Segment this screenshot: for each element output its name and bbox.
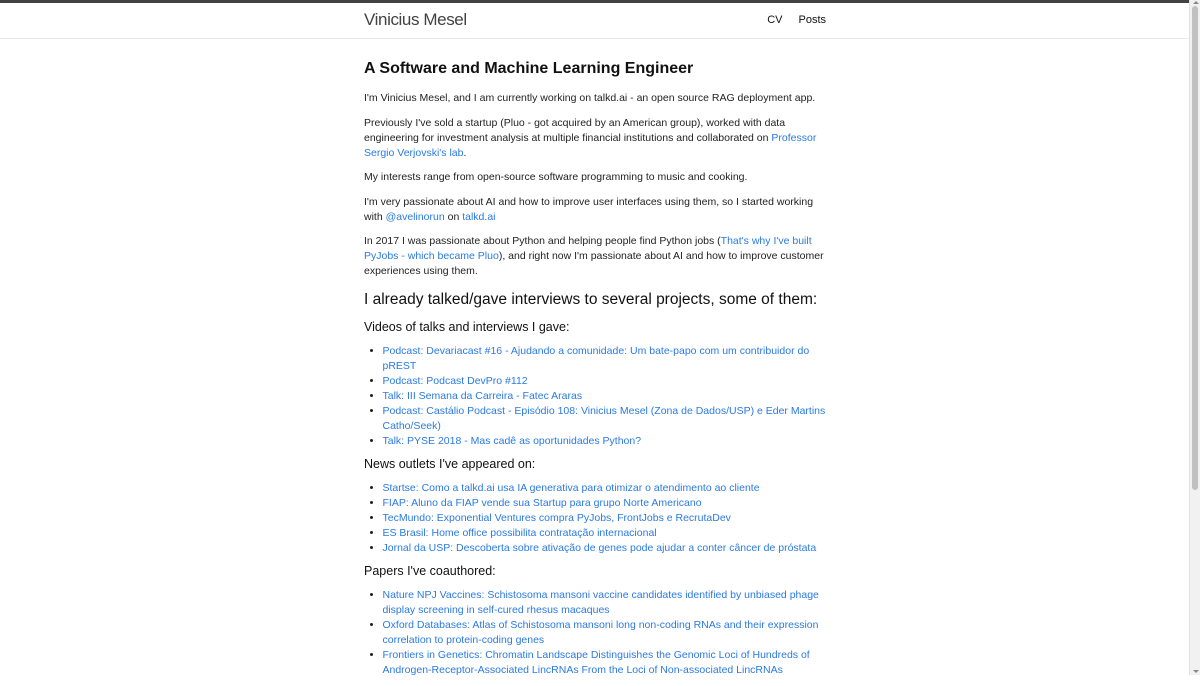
list-item	[383, 648, 829, 678]
interviews-heading: I already talked/gave interviews to several projects, some of them:	[364, 291, 818, 308]
nav-posts-link[interactable]: Posts	[798, 14, 826, 26]
page-content	[364, 56, 828, 686]
intro-paragraph-2	[364, 116, 828, 161]
paper-link-oxford[interactable]: Oxford Databases: Atlas of Schistosoma mansoni long non-coding RNAs and their expression correlation to protein-coding genes	[382, 619, 819, 646]
scrollbar-thumb[interactable]	[1192, 6, 1198, 490]
video-link-fatec[interactable]: Talk: III Semana da Carreira - Fatec Araras	[382, 390, 583, 402]
list-item	[383, 344, 829, 374]
intro-paragraph-4	[364, 195, 828, 225]
news-link-jornal-usp[interactable]: Jornal da USP: Descoberta sobre ativação de genes pode ajudar a conter câncer de próstata	[382, 542, 817, 554]
paper-link-nature[interactable]: Nature NPJ Vaccines: Schistosoma mansoni vaccine candidates identified by unbiased phage display screening in self-cured rhesus macaques	[382, 589, 819, 616]
intro-paragraph-5-text: In 2017 I was passionate about Python and helping people find Python jobs (	[364, 235, 721, 247]
professor-lab-link[interactable]: Professor Sergio Verjovski's lab	[364, 131, 817, 159]
intro-paragraph-1: I'm Vinicius Mesel, and I am currently working on talkd.ai - an open source RAG deployment app.	[364, 92, 816, 104]
video-link-devariacast[interactable]: Podcast: Devariacast #16 - Ajudando a comunidade: Um bate-papo com um contribuidor do pREST	[382, 345, 810, 372]
avelinorun-link[interactable]: @avelinorun	[385, 210, 445, 223]
vertical-scrollbar[interactable]	[1189, 0, 1200, 675]
news-link-tecmundo[interactable]: TecMundo: Exponential Ventures compra PyJobs, FrontJobs e RecrutaDev	[382, 512, 731, 524]
papers-list	[364, 588, 828, 678]
news-link-startse[interactable]: Startse: Como a talkd.ai usa IA generativa para otimizar o atendimento ao cliente	[382, 482, 760, 494]
video-link-devpro[interactable]: Podcast: Podcast DevPro #112	[382, 375, 528, 387]
list-item	[383, 496, 829, 511]
list-item	[383, 374, 829, 389]
pyjobs-link[interactable]: That's why I've built PyJobs - which became Pluo	[364, 235, 812, 262]
news-list	[364, 481, 828, 556]
site-header	[0, 3, 1189, 39]
talkd-ai-link[interactable]: talkd.ai	[462, 210, 496, 223]
list-item	[383, 404, 829, 434]
intro-paragraph-4-text: I'm very passionate about AI and how to improve user interfaces using them, so I started working with	[364, 195, 814, 223]
list-item	[383, 618, 829, 648]
intro-paragraph-2-text: Previously I've sold a startup (Pluo - got acquired by an American group), worked with data engineering for investment analysis at multiple financial institutions and collaborated on	[364, 116, 786, 144]
scroll-down-arrow-icon[interactable]	[1193, 670, 1199, 673]
nav-cv-link[interactable]: CV	[767, 14, 783, 26]
main-nav	[767, 14, 826, 26]
news-link-esbrasil[interactable]: ES Brasil: Home office possibilita contratação internacional	[382, 527, 657, 539]
intro-paragraph-4-mid: on	[444, 210, 463, 223]
list-item	[383, 541, 829, 556]
papers-heading: Papers I've coauthored:	[364, 564, 496, 578]
intro-paragraph-5-end: ), and right now I'm passionate about AI and how to improve customer experiences using them.	[364, 250, 824, 277]
list-item	[383, 526, 829, 541]
intro-paragraph-2-end: .	[463, 146, 467, 159]
paper-link-frontiers[interactable]: Frontiers in Genetics: Chromatin Landscape Distinguishes the Genomic Loci of Hundreds of Androgen-Receptor-Associated LincRNAs From the Loci of Non-associated LincRNAs	[382, 649, 810, 676]
list-item	[383, 481, 829, 496]
videos-heading: Videos of talks and interviews I gave:	[364, 320, 570, 334]
list-item	[383, 389, 829, 404]
scroll-up-arrow-icon[interactable]	[1193, 1, 1199, 4]
video-link-pyse[interactable]: Talk: PYSE 2018 - Mas cadê as oportunidades Python?	[382, 435, 642, 447]
list-item	[383, 434, 829, 449]
video-link-castalio[interactable]: Podcast: Castálio Podcast - Episódio 108: Vinicius Mesel (Zona de Dados/USP) e Eder Martins Catho/Seek)	[382, 405, 826, 432]
news-heading: News outlets I've appeared on:	[364, 457, 536, 471]
page-title: A Software and Machine Learning Engineer	[364, 60, 694, 77]
news-link-fiap[interactable]: FIAP: Aluno da FIAP vende sua Startup para grupo Norte Americano	[382, 497, 702, 509]
list-item	[383, 511, 829, 526]
site-title-link[interactable]: Vinicius Mesel	[364, 10, 467, 29]
list-item	[383, 588, 829, 618]
intro-paragraph-5	[364, 234, 828, 279]
intro-paragraph-3: My interests range from open-source software programming to music and cooking.	[364, 171, 748, 183]
videos-list	[364, 344, 828, 449]
